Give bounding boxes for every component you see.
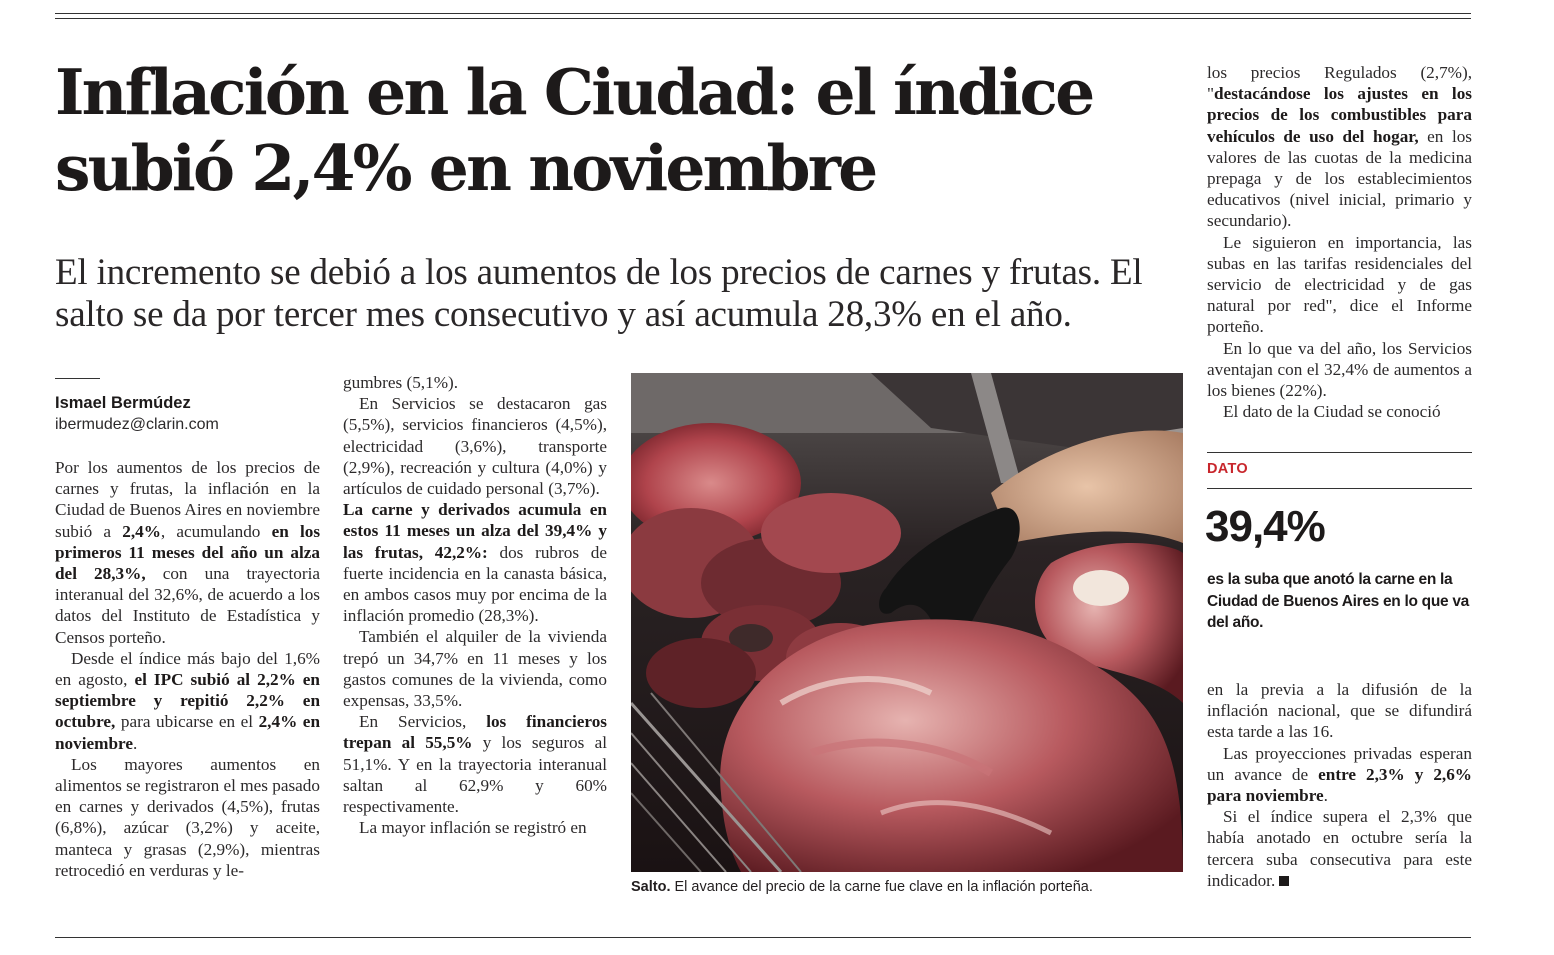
dato-text: es la suba que anotó la carne en la Ciudad de Buenos Aires en lo que va del año.: [1207, 571, 1469, 631]
deck-subtitle: El incremento se debió a los aumentos de los precios de carnes y frutas. El salto se da por tercer mes consecutivo y así acumula 28,3% en el año.: [55, 252, 1143, 335]
paragraph: en la previa a la difusión de la inflación nacional, que se difundirá esta tarde a las 16.: [1207, 680, 1472, 742]
paragraph: los precios Regulados (2,7%), "destacándose los ajustes en los precios de los combustibles para vehículos de uso del hogar, en los valores de las cuotas de la medicina prepaga y de los establecimientos educativos (nivel inicial, primario y secundario).: [1207, 63, 1472, 231]
author-email[interactable]: ibermudez@clarin.com: [55, 416, 219, 433]
top-rule: [55, 13, 1471, 14]
author-name: Ismael Bermúdez: [55, 394, 191, 412]
meat-photo: [631, 373, 1183, 872]
end-of-article-icon: [1279, 876, 1289, 886]
paragraph: En Servicios, los financieros trepan al 55,5% y los seguros al 51,1%. Y en la trayectoria interanual saltan al 62,9% y 60% respectivamente.: [343, 712, 607, 817]
paragraph: En Servicios se destacaron gas (5,5%), servicios financieros (4,5%), electricidad (3,6%), transporte (2,9%), recreación y cultura (4,0%) y artículos de cuidado personal (3,7%).: [343, 394, 607, 499]
paragraph: En lo que va del año, los Servicios aventajan con el 32,4% de aumentos a los bienes (22%).: [1207, 338, 1472, 401]
paragraph: El dato de la Ciudad se conoció: [1223, 402, 1441, 422]
dato-rule: [1207, 488, 1472, 489]
headline: [55, 54, 1175, 206]
author-divider: [55, 378, 100, 379]
meat-photo-illustration: [631, 373, 1183, 872]
paragraph: Las proyecciones privadas esperan un avance de entre 2,3% y 2,6% para noviembre.: [1207, 743, 1472, 806]
paragraph: Por los aumentos de los precios de carnes y frutas, la inflación en la Ciudad de Buenos Aires en noviembre subió a 2,4%, acumulando en los primeros 11 meses del año un alza del 28,3%, con una trayectoria interanual del 32,6%, de acuerdo a los datos del Instituto de Estadística y Censos porteño.: [55, 458, 321, 647]
dato-label: DATO: [1207, 461, 1248, 477]
paragraph: La mayor inflación se registró en: [359, 818, 587, 838]
paragraph: Le siguieron en importancia, las subas en las tarifas residenciales del servicio de electricidad y de gas natural por red", dice el Informe porteño.: [1207, 232, 1472, 337]
bottom-rule: [55, 937, 1471, 938]
paragraph: gumbres (5,1%).: [343, 373, 459, 392]
headline-line-2: subió 2,4% en noviembre: [55, 131, 876, 205]
dato-value: 39,4%: [1205, 502, 1325, 551]
paragraph: La carne y derivados acumula en estos 11 meses un alza del 39,4% y las frutas, 42,2%: dos rubros de fuerte incidencia en la canasta básica, en ambos casos muy por encima de la inflación promedio (28,3%).: [343, 500, 607, 626]
article-column-5: [1207, 679, 1472, 891]
article-column-1: [55, 457, 320, 881]
paragraph: También el alquiler de la vivienda trepó un 34,7% en 11 meses y los gastos comunes de la vivienda, como expensas, 33,5%.: [343, 627, 607, 711]
dato-top-rule: [1207, 452, 1472, 453]
headline-line-1: Inflación en la Ciudad: el índice: [55, 55, 1093, 129]
paragraph: Los mayores aumentos en alimentos se registraron el mes pasado en carnes y derivados (4,5%), frutas (6,8%), azúcar (3,2%) y aceite, manteca y grasas (2,9%), mientras retrocedió en verduras y le-: [55, 754, 320, 880]
top-rule-secondary: [55, 18, 1471, 19]
article-column-2: [343, 372, 607, 838]
article-column-4: [1207, 62, 1472, 422]
paragraph: Desde el índice más bajo del 1,6% en agosto, el IPC subió al 2,2% en septiembre y repitió 2,2% en octubre, para ubicarse en el 2,4% en noviembre.: [55, 648, 320, 753]
photo-caption: Salto. El avance del precio de la carne fue clave en la inflación porteña.: [631, 879, 1093, 895]
paragraph: Si el índice supera el 2,3% que había anotado en octubre sería la tercera suba consecutiva para este indicador.: [1207, 807, 1472, 890]
